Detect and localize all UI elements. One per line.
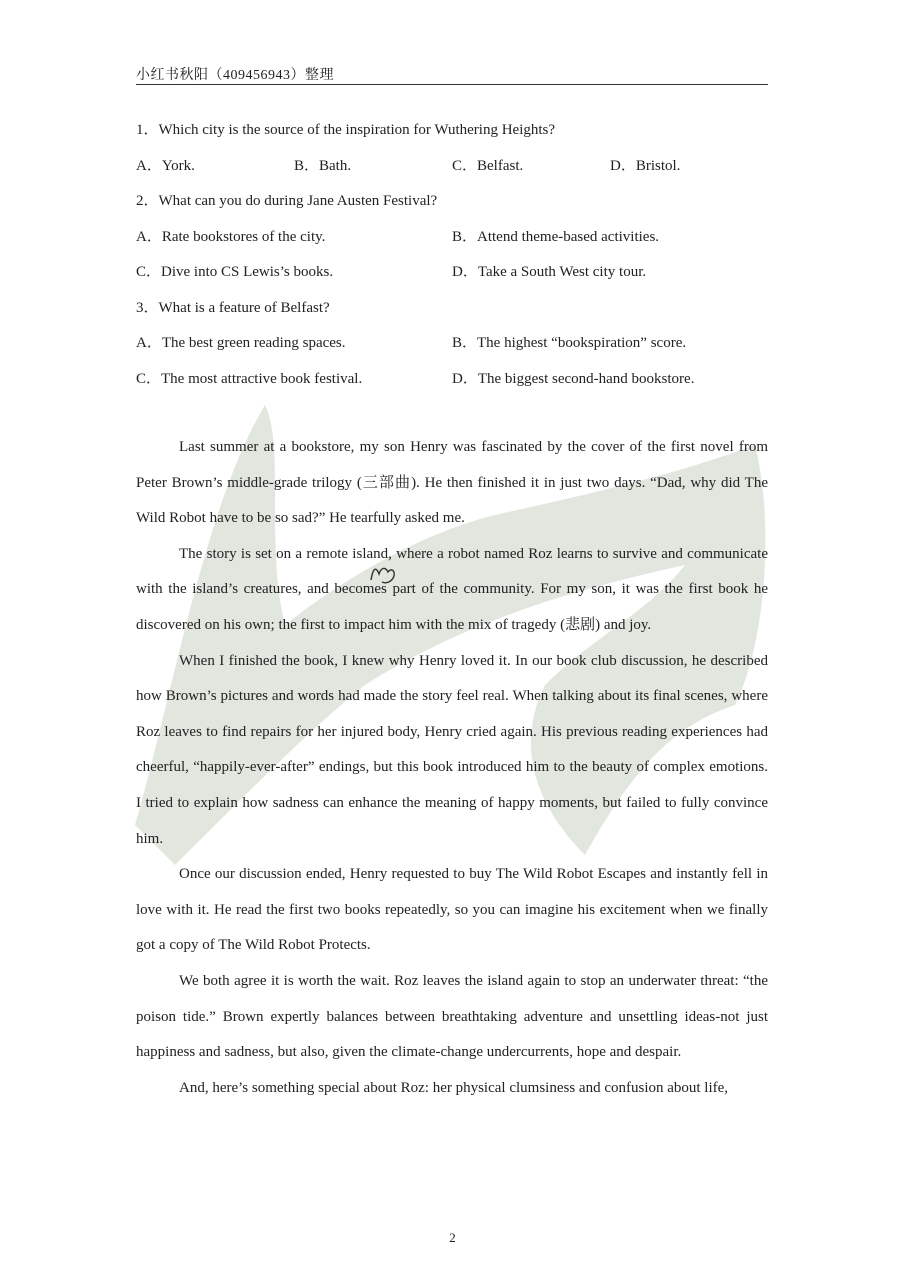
handwritten-mark-icon	[368, 562, 398, 586]
passage-paragraph: When I finished the book, I knew why Henry loved it. In our book club discussion, he described how Brown’s pictures and words had made the story feel real. When talking about its final scenes, where Roz leaves to find repairs for her injured body, Henry cried again. His previous reading experiences had cheerful, “happily-ever-after” endings, but this book introduced him to the beauty of complex emotions. I tried to explain how sadness can enhance the meaning of happy moments, but failed to fully convince him.	[136, 652, 768, 847]
page-number: 2	[449, 1230, 456, 1245]
question-2-stem: 2．What can you do during Jane Austen Festival?	[136, 193, 438, 209]
question-2-option-b[interactable]: B．Attend theme-based activities.	[452, 229, 660, 245]
passage-paragraph: We both agree it is worth the wait. Roz leaves the island again to stop an underwater threat: “the poison tide.” Brown expertly balances between breathtaking adventure and unsettling ideas-not just happiness and sadness, but also, given the climate-change undercurrents, hope and despair.	[136, 972, 768, 1061]
question-1-option-c[interactable]: C．Belfast.	[452, 158, 524, 174]
passage-paragraph: Once our discussion ended, Henry requested to buy The Wild Robot Escapes and instantly fell in love with it. He read the first two books repeatedly, so you can imagine his excitement when we finally got a copy of The Wild Robot Protects.	[136, 866, 768, 954]
question-1-stem: 1．Which city is the source of the inspiration for Wuthering Heights?	[136, 122, 556, 138]
question-1-option-d[interactable]: D．Bristol.	[610, 158, 681, 174]
passage-paragraph: Last summer at a bookstore, my son Henry was fascinated by the cover of the first novel from Peter Brown’s middle-grade trilogy (三部曲). He then finished it in just two days. “Dad, why did The Wild Robot have to be so sad?” He tearfully asked me.	[136, 439, 768, 527]
question-3-option-a[interactable]: A．The best green reading spaces.	[136, 335, 346, 351]
passage-paragraph: And, here’s something special about Roz: her physical clumsiness and confusion about life,	[179, 1079, 729, 1096]
question-2-option-c[interactable]: C．Dive into CS Lewis’s books.	[136, 264, 334, 280]
header-divider	[136, 84, 768, 85]
question-3-option-c[interactable]: C．The most attractive book festival.	[136, 371, 363, 387]
reading-passage	[136, 430, 768, 1106]
question-2-option-a[interactable]: A．Rate bookstores of the city.	[136, 229, 326, 245]
question-1-option-a[interactable]: A．York.	[136, 158, 195, 174]
question-1-option-b[interactable]: B．Bath.	[294, 158, 352, 174]
question-2-option-d[interactable]: D．Take a South West city tour.	[452, 264, 647, 280]
passage-paragraph: The story is set on a remote island, where a robot named Roz learns to survive and communicate with the island’s creatures, and becomes part of the community. For my son, it was the first book he discovered on his own; the first to impact him with the mix of tragedy (悲剧) and joy.	[136, 545, 768, 633]
question-3-stem: 3．What is a feature of Belfast?	[136, 300, 330, 316]
question-3-option-b[interactable]: B．The highest “bookspiration” score.	[452, 335, 687, 351]
page-header: 小红书秋阳（409456943）整理	[136, 68, 334, 83]
question-3-option-d[interactable]: D．The biggest second-hand bookstore.	[452, 371, 695, 387]
